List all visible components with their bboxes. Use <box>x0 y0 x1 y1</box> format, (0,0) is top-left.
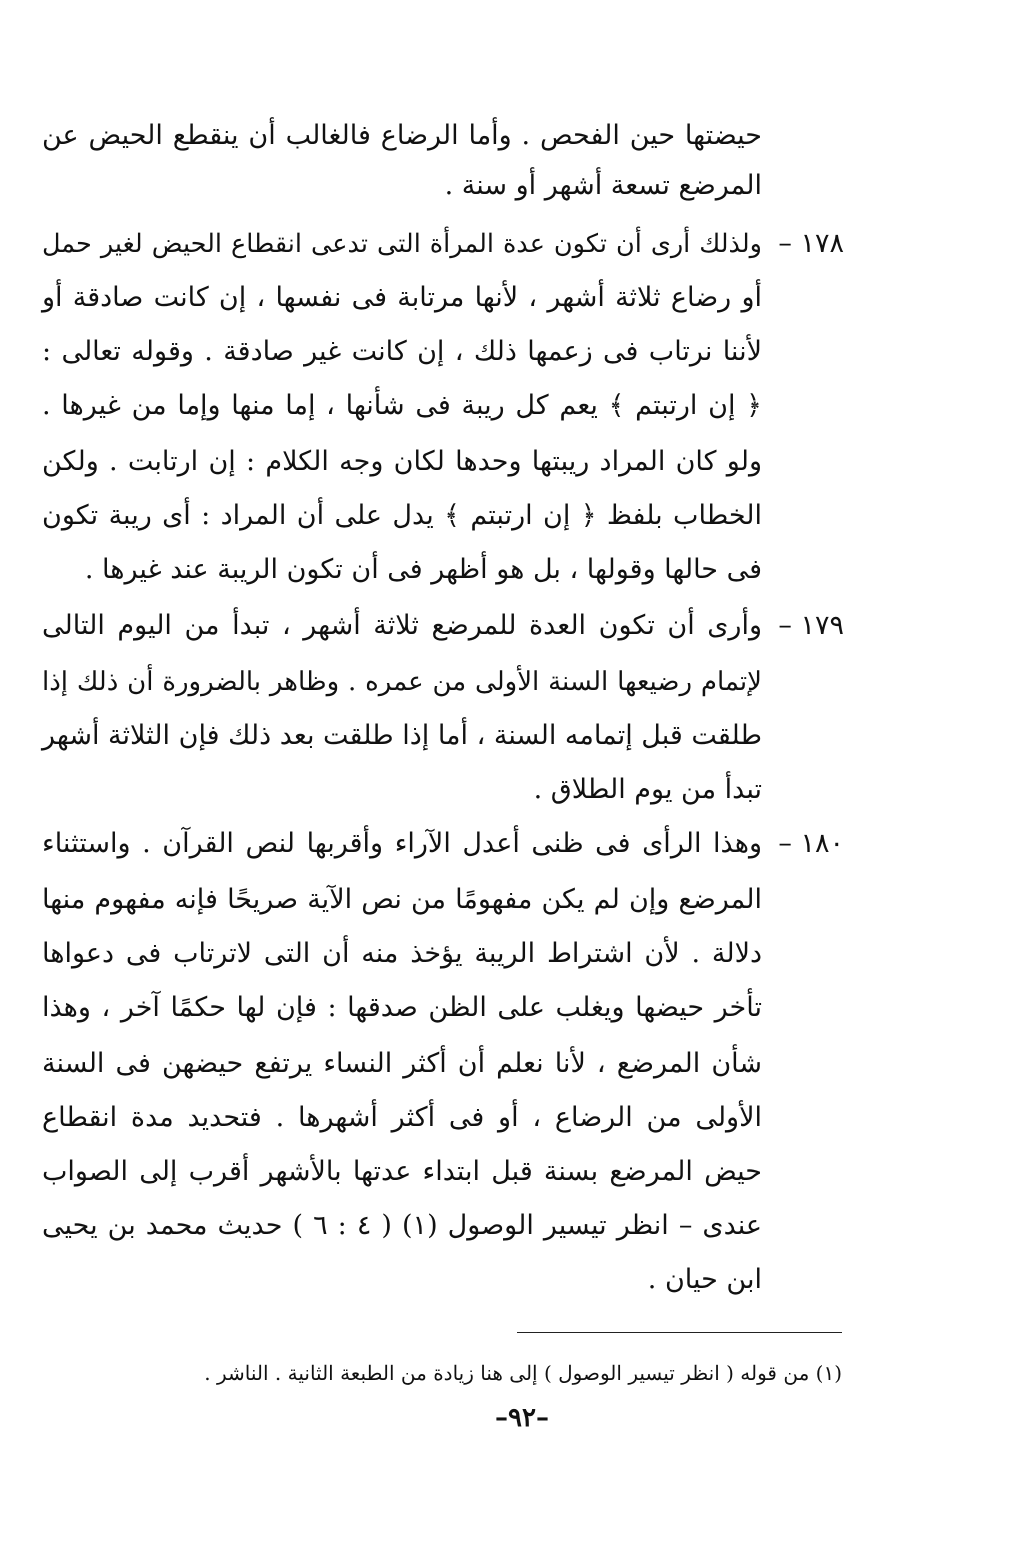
text-line: طلقت قبل إتمامه السنة ، أما إذا طلقت بعد ذلك فإن الثلاثة أشهر <box>42 720 762 751</box>
text-line: وهذا الرأى فى ظنى أعدل الآراء وأقربها لنص القرآن . واستثناء <box>42 828 762 859</box>
footnote-divider <box>517 1332 842 1333</box>
text-line: وأرى أن تكون العدة للمرضع ثلاثة أشهر ، تبدأ من اليوم التالى <box>42 610 762 641</box>
text-line: تأخر حيضها ويغلب على الظن صدقها : فإن لها حكمًا آخر ، وهذا <box>42 992 762 1023</box>
footnote: (١) من قوله ( انظر تيسير الوصول ) إلى هنا زيادة من الطبعة الثانية . الناشر . <box>204 1361 842 1385</box>
text-line: الخطاب بلفظ ﴿ إن ارتبتم ﴾ يدل على أن المراد : أى ريبة تكون <box>42 500 762 531</box>
text-line: عندى – انظر تيسير الوصول (١) ( ٤ : ٦ ) حديث محمد بن يحيى <box>42 1210 763 1241</box>
page-number: –٩٢– <box>495 1403 549 1433</box>
section-number: ١٧٩ – <box>778 610 844 641</box>
text-line: ولذلك أرى أن تكون عدة المرأة التى تدعى انقطاع الحيض لغير حمل <box>42 229 762 259</box>
text-line: حيضتها حين الفحص . وأما الرضاع فالغالب أن ينقطع الحيض عن <box>42 120 762 151</box>
text-line: حيض المرضع بسنة قبل ابتداء عدتها بالأشهر أقرب إلى الصواب <box>42 1156 762 1187</box>
text-line: المرضع تسعة أشهر أو سنة . <box>444 170 762 201</box>
text-line: المرضع وإن لم يكن مفهومًا من نص الآية صريحًا فإنه مفهوم منها <box>42 884 762 915</box>
text-line: شأن المرضع ، لأنا نعلم أن أكثر النساء يرتفع حيضهن فى السنة <box>42 1048 762 1079</box>
text-line: الأولى من الرضاع ، أو فى أكثر أشهرها . فتحديد مدة انقطاع <box>42 1102 762 1133</box>
section-number: ١٧٨ – <box>778 228 844 259</box>
text-line: فى حالها وقولها ، بل هو أظهر فى أن تكون الريبة عند غيرها . <box>84 554 762 585</box>
text-line: لأننا نرتاب فى زعمها ذلك ، إن كانت غير صادقة . وقوله تعالى : <box>42 336 762 367</box>
text-line: تبدأ من يوم الطلاق . <box>533 774 762 805</box>
text-line: لإتمام رضيعها السنة الأولى من عمره . وظاهر بالضرورة أن ذلك إذا <box>42 667 762 697</box>
text-line: دلالة . لأن اشتراط الريبة يؤخذ منه أن التى لاترتاب فى دعواها <box>42 938 762 969</box>
text-line: ابن حيان . <box>647 1264 762 1295</box>
text-line: أو رضاع ثلاثة أشهر ، لأنها مرتابة فى نفسها ، إن كانت صادقة أو <box>42 282 762 313</box>
text-line: ولو كان المراد ريبتها وحدها لكان وجه الكلام : إن ارتابت . ولكن <box>42 446 762 477</box>
section-number: ١٨٠ – <box>778 828 844 859</box>
text-line: ﴿ إن ارتبتم ﴾ يعم كل ريبة فى شأنها ، إما منها وإما من غيرها . <box>42 390 762 421</box>
